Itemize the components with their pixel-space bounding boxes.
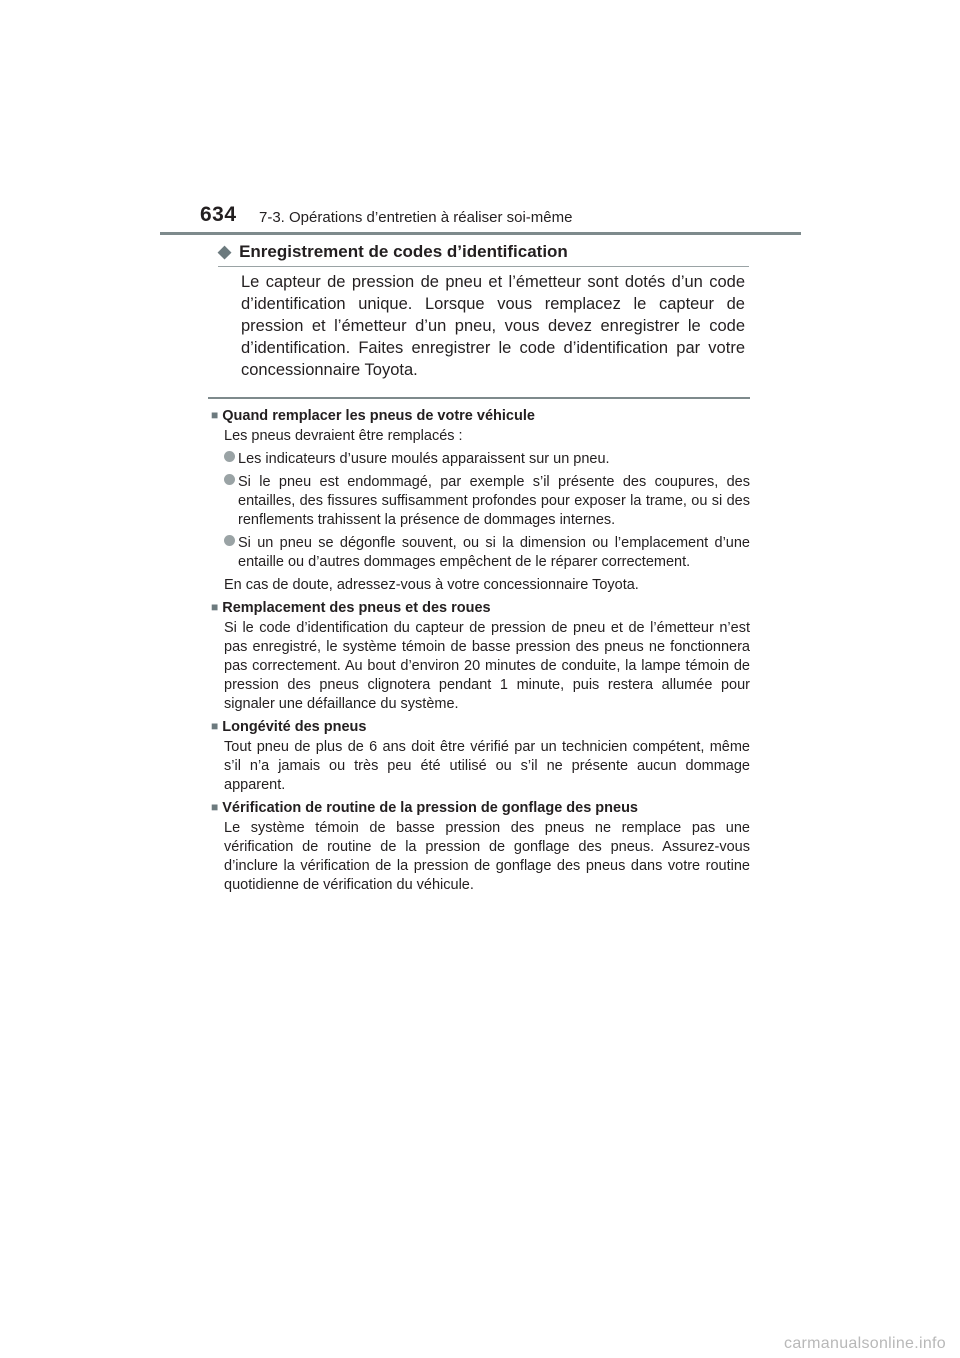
note-tire-wheel-replacement: [211, 599, 750, 714]
square-bullet-icon: ■: [211, 719, 219, 733]
note-heading: [211, 718, 750, 737]
header-rule: [160, 232, 801, 235]
subsection-heading: [218, 242, 568, 262]
note-tire-replacement-timing: [211, 407, 750, 595]
diamond-icon: ◆: [218, 242, 232, 261]
list-item-text: Si un pneu se dégonfle souvent, ou si la dimension ou l’emplacement d’une entaille ou d’autres dommages empêchent de le réparer correctement.: [238, 535, 750, 570]
note-routine-pressure-check: [211, 799, 750, 895]
circle-bullet-icon: [224, 451, 235, 462]
section-title: 7-3. Opérations d’entretien à réaliser soi-même: [259, 209, 573, 226]
note-heading-text: Remplacement des pneus et des roues: [222, 600, 491, 616]
note-heading: [211, 599, 750, 618]
note-outro: En cas de doute, adressez-vous à votre concessionnaire Toyota.: [224, 577, 639, 593]
list-item: [224, 450, 750, 469]
note-body: Si le code d’identification du capteur de pression de pneu et de l’émetteur n’est pas enregistré, le système témoin de basse pression des pneus ne fonctionnera pas correctement. Au bout d’environ 20 minutes de conduite, la lampe témoin de pression des pneus clignotera pendant 1 minute, puis restera allumée pour signaler une défaillance du système.: [224, 620, 750, 712]
note-heading-text: Longévité des pneus: [222, 719, 367, 735]
square-bullet-icon: ■: [211, 800, 219, 814]
note-heading: [211, 407, 750, 426]
note-body: Le système témoin de basse pression des pneus ne remplace pas une vérification de routine de la pression de gonflage des pneus. Assurez-vous d’inclure la vérification de la pression de gonflage des pneus dans votre routine quotidienne de vérification du véhicule.: [224, 820, 750, 893]
page-number: 634: [200, 203, 237, 226]
note-heading: [211, 799, 750, 818]
note-tire-longevity: [211, 718, 750, 795]
list-item: [224, 473, 750, 530]
notes-divider: [208, 397, 750, 399]
subsection-title: Enregistrement de codes d’identification: [239, 242, 568, 261]
square-bullet-icon: ■: [211, 600, 219, 614]
page-header: [0, 0, 960, 240]
note-heading-text: Vérification de routine de la pression de gonflage des pneus: [222, 800, 638, 816]
note-body: Tout pneu de plus de 6 ans doit être vérifié par un technicien compétent, même s’il n’a jamais ou très peu été utilisé ou s’il ne présente aucun dommage apparent.: [224, 739, 750, 793]
note-intro: Les pneus devraient être remplacés :: [224, 428, 463, 444]
list-item-text: Si le pneu est endommagé, par exemple s’il présente des coupures, des entailles, des fissures suffisamment profondes pour exposer la trame, ou si des renflements trahissent la présence de dommages internes.: [238, 474, 750, 528]
subsection-paragraph: Le capteur de pression de pneu et l’émetteur sont dotés d’un code d’identification unique. Lorsque vous remplacez le capteur de pression et l’émetteur d’un pneu, vous devez enregistrer le code d’identification. Faites enregistrer le code d’identification par votre concessionnaire Toyota.: [241, 273, 745, 379]
list-item: [224, 534, 750, 572]
square-bullet-icon: ■: [211, 408, 219, 422]
circle-bullet-icon: [224, 535, 235, 546]
subsection-rule: [218, 266, 749, 267]
watermark: carmanualsonline.info: [784, 1335, 946, 1352]
note-heading-text: Quand remplacer les pneus de votre véhicule: [222, 408, 535, 424]
list-item-text: Les indicateurs d’usure moulés apparaissent sur un pneu.: [238, 451, 610, 467]
circle-bullet-icon: [224, 474, 235, 485]
notes-section: [211, 403, 750, 895]
